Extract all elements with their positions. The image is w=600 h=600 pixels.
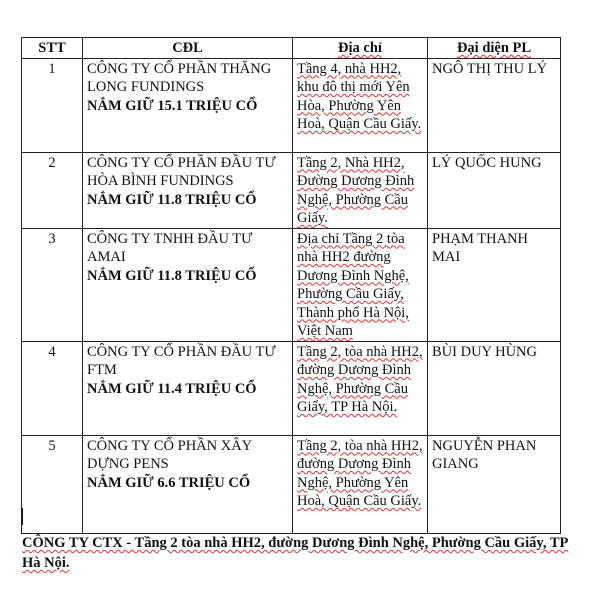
address-text: Tầng 2, Nhà HH2, Đường Dương Đình Nghệ, Phường Cầu Giấy. <box>297 154 415 226</box>
row-address <box>293 435 428 533</box>
company-name: CÔNG TY CỔ PHẦN XÂY DỰNG PENS <box>87 437 252 472</box>
header-stt: STT <box>22 38 83 59</box>
row-representative: LÝ QUỐC HUNG <box>428 152 561 228</box>
header-cdl: CĐL <box>83 38 293 59</box>
address-text: Tầng 2, tòa nhà HH2, đường Dương Đình Nghệ, Phường Yên Hoà, Quận Cầu Giấy. <box>297 437 423 509</box>
text-cursor <box>22 508 23 525</box>
row-representative: NGÔ THỊ THU LÝ <box>428 58 561 152</box>
header-address-text: Địa chỉ <box>338 40 382 56</box>
row-stt: 4 <box>22 341 83 435</box>
table-row <box>22 228 561 341</box>
shareholder-table <box>21 37 561 534</box>
row-address <box>293 341 428 435</box>
share-holding: NẮM GIỮ 6.6 TRIỆU CỔ <box>87 474 251 491</box>
address-text: Tầng 2, tòa nhà HH2, đường Dương Đình Nghệ, Phường Cầu Giấy, TP Hà Nội. <box>297 343 423 415</box>
row-stt: 5 <box>22 435 83 533</box>
share-holding: NẮM GIỮ 11.8 TRIỆU CỔ <box>87 267 257 284</box>
share-holding: NẮM GIỮ 11.4 TRIỆU CỔ <box>87 380 257 397</box>
row-stt: 2 <box>22 152 83 228</box>
table-header-row <box>22 38 561 59</box>
table-row <box>22 152 561 228</box>
ctx-company-note <box>22 533 570 573</box>
row-company-cell <box>83 341 293 435</box>
row-address <box>293 58 428 152</box>
header-representative <box>428 38 561 59</box>
row-company-cell <box>83 152 293 228</box>
company-name: CÔNG TY TNHH ĐẦU TƯ AMAI <box>87 230 253 265</box>
share-holding: NẮM GIỮ 15.1 TRIỆU CỔ <box>87 97 258 114</box>
row-representative: NGUYỄN PHAN GIANG <box>428 435 561 533</box>
row-address <box>293 152 428 228</box>
table-row <box>22 58 561 152</box>
row-representative: PHẠM THANH MAI <box>428 228 561 341</box>
row-stt: 3 <box>22 228 83 341</box>
row-company-cell <box>83 228 293 341</box>
address-text: Địa chỉ Tầng 2 tòa nhà HH2 đường Dương Đình Nghệ, Phường Cầu Giấy, Thành phố Hà Nội, Việt Nam <box>297 230 409 339</box>
company-name: CÔNG TY CỔ PHẦN ĐẦU TƯ HÒA BÌNH FUNDINGS <box>87 154 276 189</box>
row-address <box>293 228 428 341</box>
row-stt: 1 <box>22 58 83 152</box>
table-row <box>22 341 561 435</box>
row-representative: BÙI DUY HÙNG <box>428 341 561 435</box>
header-representative-text: Đại diện PL <box>456 40 532 56</box>
address-text: Tầng 4, nhà HH2, khu đô thị mới Yên Hòa, Phường Yên Hoà, Quận Cầu Giấy. <box>297 60 422 132</box>
share-holding: NẮM GIỮ 11.8 TRIỆU CỔ <box>87 191 257 208</box>
table-row <box>22 435 561 533</box>
company-name: CÔNG TY CỔ PHẦN THĂNG LONG FUNDINGS <box>87 60 272 95</box>
row-company-cell <box>83 435 293 533</box>
row-company-cell <box>83 58 293 152</box>
header-address <box>293 38 428 59</box>
ctx-company-text: CÔNG TY CTX - Tầng 2 tòa nhà HH2, đường Dương Đình Nghệ, Phường Cầu Giấy, TP Hà Nội. <box>22 535 569 571</box>
company-name: CÔNG TY CỔ PHẦN ĐẦU TƯ FTM <box>87 343 276 378</box>
